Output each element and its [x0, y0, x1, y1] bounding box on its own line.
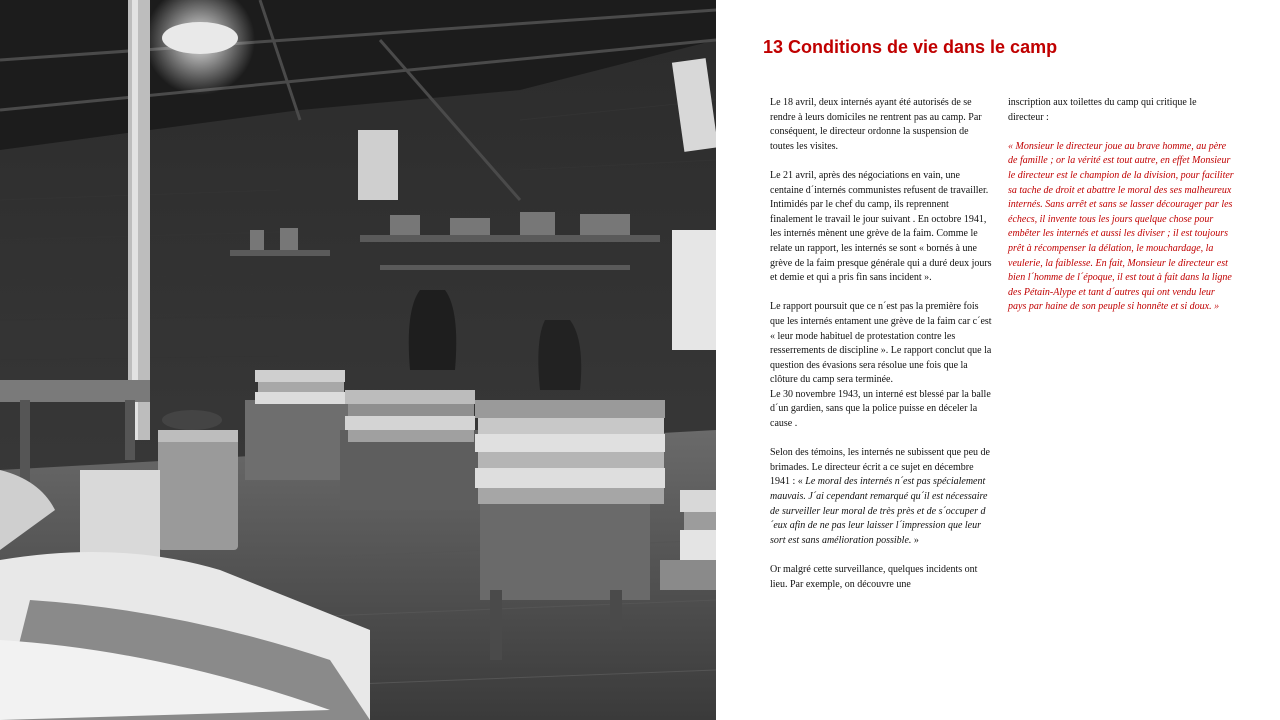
paragraph-guard-shooting: Le 30 novembre 1943, un interné est blessé par la balle d´un gardien, sans que la police puisse en déceler la cause . [770, 388, 991, 430]
toilet-inscription-quote: « Monsieur le directeur joue au brave homme, au père de famille ; or la vérité est tout autre, en effet Monsieur le directeur est le champion de la division, pour faciliter sa tache de droit et abattre le moral des ses malheureux internés. Sans arrêt et sans se lasser décourager par les échecs, il invente tous les jours quelque chose pour embêter les internés et aussi les diviser ; il est toujours prêt à récompenser la délation, le mouchardage, la veulerie, la faiblesse. En fait, Monsieur le directeur est bien l´homme de l´époque, il est tout à fait dans la ligne des Pétain-Alype et tant d´autres qui ont vendu leur pays par haine de son peuple si honnête et si doux. » [1008, 140, 1234, 313]
quote-close: » [911, 534, 919, 546]
slide-title: 13 Conditions de vie dans le camp [763, 37, 1058, 57]
left-text-column [770, 96, 992, 592]
director-quote: Le moral des internés n´est pas spécialement mauvais. J´ai cependant remarqué qu´il est nécessaire de surveiller leur moral de très près et de s´occuper d´eux afin de ne pas leur laisser l´impression que leur sort est sans amélioration possible. [770, 476, 988, 546]
paragraph-strike: Le 21 avril, après des négociations en vain, une centaine d´internés communistes refusent de travailler. Intimidés par le chef du camp, ils reprennent finalement le travail le jour suivant . En octobre 1941, les internés mènent une grève de la faim. Comme le relate un rapport, les internés se sont « bornés à une grève de la faim presque générale qui a duré deux jours et demie et qui a pris fin sans incident ». [770, 169, 992, 284]
paragraph-inscription: inscription aux toilettes du camp qui critique le directeur : [1008, 97, 1197, 123]
paragraph-report: Le rapport poursuit que ce n´est pas la première fois que les internés entament une grève de la faim car c´est « leur mode habituel de protestation contre les resserrements de discipline ». Le rapport conclut que la question des évasions sera résolue une fois que la clôture du camp sera terminée. [770, 301, 992, 386]
quote-intro: Selon des témoins, les internés ne subissent que peu de brimades. Le directeur écrit a ce sujet en décembre 1941 : « [770, 447, 990, 488]
paragraph-visit-suspension: Le 18 avril, deux internés ayant été autorisés de se rendre à leurs domiciles ne rentrent pas au camp. Par conséquent, le directeur ordonne la suspension de toutes les visites. [770, 97, 982, 152]
paragraph-incidents: Or malgré cette surveillance, quelques incidents ont lieu. Par exemple, on découvre une [770, 564, 978, 590]
paragraph-director-quote [770, 446, 992, 548]
right-text-column [1008, 96, 1234, 330]
